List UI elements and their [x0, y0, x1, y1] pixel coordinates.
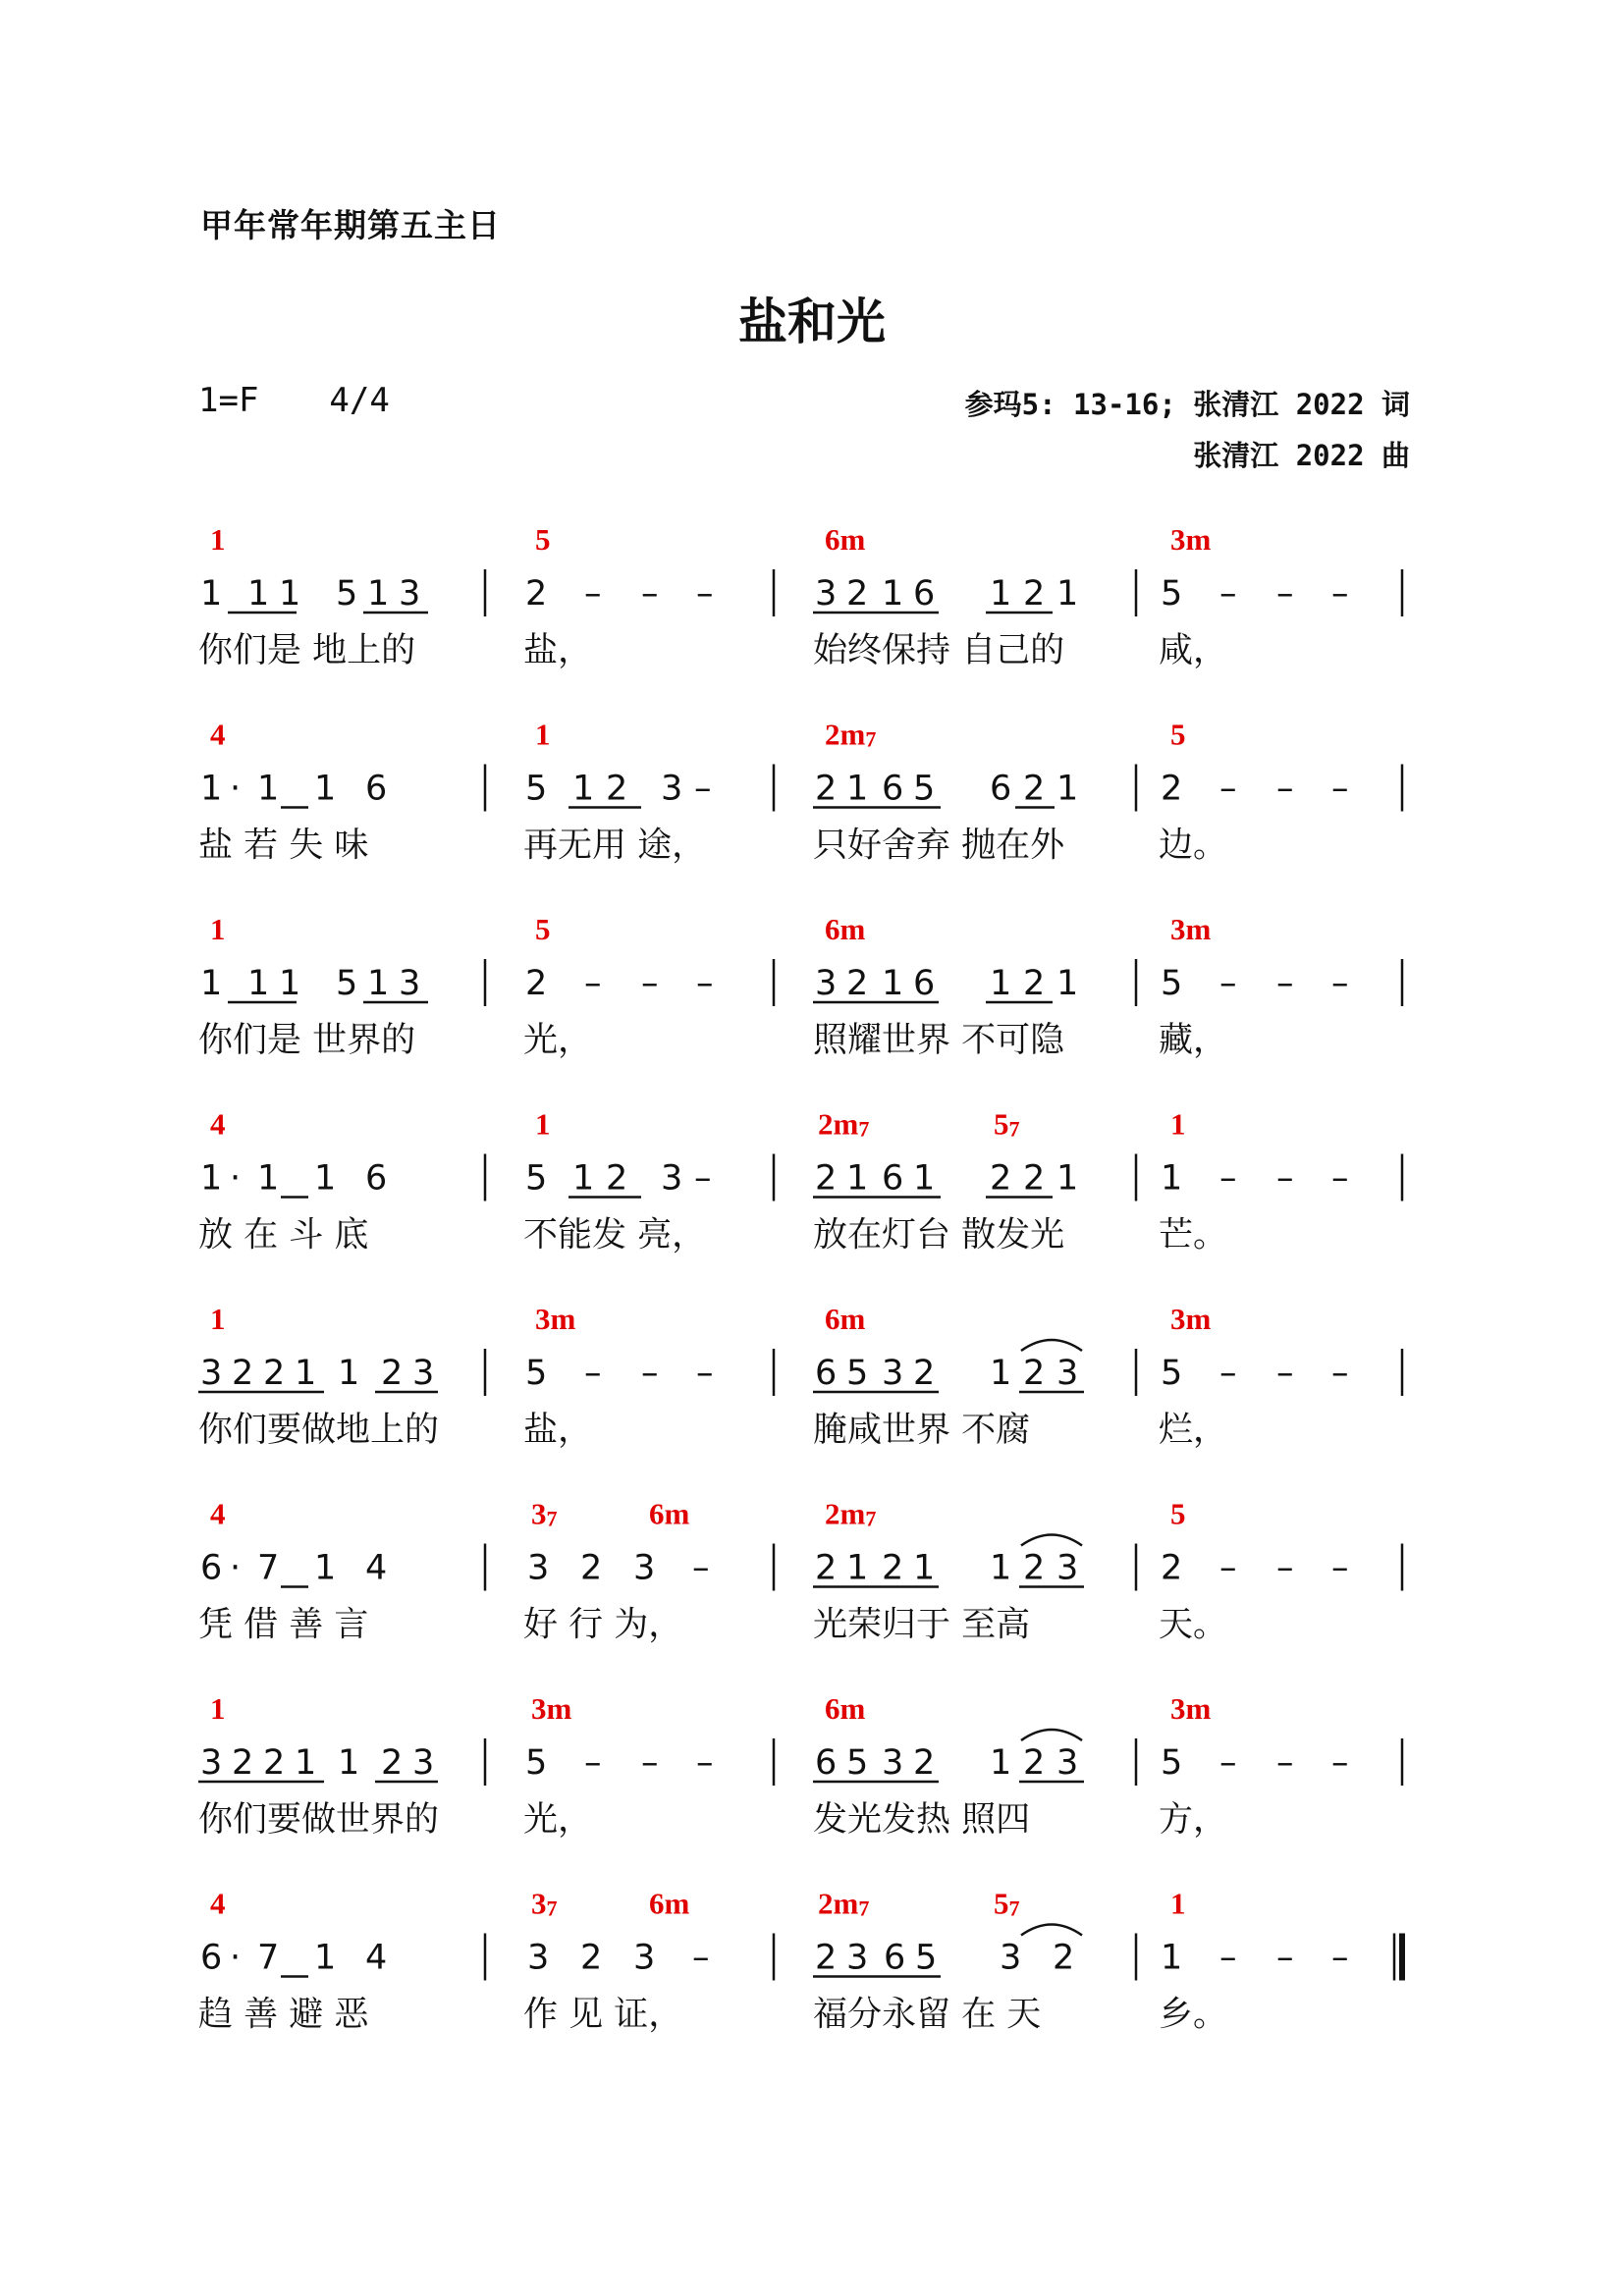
- note: 1: [1056, 574, 1079, 614]
- chord-symbol: 57: [994, 1886, 1020, 1921]
- note: 3: [1000, 1938, 1022, 1978]
- note: 1: [846, 1158, 869, 1199]
- note: 1: [338, 1743, 360, 1783]
- lyric-line: 咸，: [1159, 631, 1228, 670]
- note: 3: [661, 769, 683, 809]
- dash-extension: –: [1276, 1354, 1294, 1393]
- note: 4: [365, 1938, 388, 1978]
- chord-symbol: 2m7: [818, 1106, 870, 1142]
- chord-symbol: 5: [535, 912, 551, 946]
- chord-symbol: 3m: [531, 1691, 572, 1726]
- note: 3: [399, 964, 421, 1003]
- lyric-line: 福分永留 在 天: [813, 1995, 1042, 2035]
- lyric-line: 藏，: [1159, 1021, 1228, 1060]
- note: 1: [200, 964, 223, 1003]
- chord-symbol: 6m: [649, 1886, 690, 1921]
- dash-extension: –: [1219, 1158, 1237, 1199]
- lyric-line: 腌咸世界 不腐: [813, 1411, 1031, 1450]
- note: 3: [412, 1354, 435, 1393]
- note: 2: [1023, 1548, 1046, 1588]
- dash-extension: –: [694, 1158, 712, 1199]
- dash-extension: –: [1219, 1548, 1237, 1588]
- dash-extension: –: [696, 1743, 714, 1783]
- time-signature: 4/4: [329, 381, 390, 420]
- note: 2: [1023, 1158, 1046, 1199]
- dash-extension: –: [641, 1354, 659, 1393]
- dash-extension: –: [1331, 769, 1349, 809]
- note: 5: [913, 769, 936, 809]
- chord-symbol: 1: [210, 1691, 226, 1726]
- note: 2: [815, 769, 838, 809]
- note: 1: [295, 1354, 317, 1393]
- dash-extension: –: [1276, 964, 1294, 1003]
- chord-symbol: 37: [531, 1886, 558, 1921]
- note: 2: [606, 769, 628, 809]
- note: 1: [990, 1743, 1012, 1783]
- chord-symbol: 3m: [1170, 1691, 1212, 1726]
- note: 2: [525, 964, 548, 1003]
- note: 2: [232, 1354, 254, 1393]
- note: 1: [1161, 1158, 1183, 1199]
- note: 1: [913, 1158, 936, 1199]
- lyric-line: 凭 借 善 言: [198, 1605, 369, 1645]
- note: 3: [527, 1548, 550, 1588]
- note: 6: [815, 1354, 838, 1393]
- note: 3: [846, 1938, 869, 1978]
- note: 1: [279, 964, 301, 1003]
- note: 6: [882, 1158, 904, 1199]
- note: 2: [815, 1548, 838, 1588]
- slur: [1021, 1730, 1082, 1740]
- dash-extension: –: [584, 1354, 602, 1393]
- dash-extension: –: [1331, 574, 1349, 614]
- note: 2: [1023, 574, 1046, 614]
- dash-extension: –: [1331, 1354, 1349, 1393]
- lyric-line: 不能发 亮，: [523, 1215, 707, 1255]
- dot-extension: ·: [230, 1548, 242, 1588]
- note: 3: [661, 1158, 683, 1199]
- note: 3: [412, 1743, 435, 1783]
- lyric-line: 边。: [1159, 826, 1228, 866]
- note: 1: [314, 1158, 337, 1199]
- song-title: 盐和光: [738, 294, 886, 350]
- note: 5: [846, 1743, 869, 1783]
- note: 2: [815, 1158, 838, 1199]
- lyric-line: 盐，: [523, 1411, 593, 1450]
- note: 1: [846, 769, 869, 809]
- note: 2: [1161, 769, 1183, 809]
- dash-extension: –: [696, 1354, 714, 1393]
- chord-symbol: 5: [1170, 717, 1186, 752]
- chord-symbol: 2m7: [818, 1886, 870, 1921]
- dash-extension: –: [694, 769, 712, 809]
- lyric-line: 你们是 地上的: [198, 631, 416, 670]
- lyrics-source-credit: 参玛5: 13-16; 张清江 2022 词: [964, 388, 1410, 421]
- lyric-line: 只好舍弃 抛在外: [813, 826, 1065, 866]
- note: 5: [1161, 964, 1183, 1003]
- note: 2: [913, 1354, 936, 1393]
- chord-symbol: 4: [210, 1496, 226, 1531]
- note: 2: [263, 1743, 286, 1783]
- lyric-line: 好 行 为，: [523, 1605, 683, 1645]
- dash-extension: –: [641, 574, 659, 614]
- note: 1: [1056, 1158, 1079, 1199]
- dash-extension: –: [1331, 1938, 1349, 1978]
- lyric-line: 盐，: [523, 631, 593, 670]
- chord-symbol: 6m: [825, 522, 866, 557]
- chord-symbol: 1: [1170, 1106, 1186, 1142]
- note: 7: [257, 1938, 280, 1978]
- note: 2: [580, 1938, 603, 1978]
- lyric-line: 盐 若 失 味: [198, 826, 369, 866]
- dash-extension: –: [1276, 769, 1294, 809]
- note: 1: [882, 574, 904, 614]
- lyric-line: 天。: [1159, 1605, 1228, 1645]
- note: 1: [990, 964, 1012, 1003]
- note: 1: [367, 574, 390, 614]
- note: 1: [314, 1548, 337, 1588]
- note: 1: [1056, 769, 1079, 809]
- note: 2: [381, 1354, 404, 1393]
- dash-extension: –: [1276, 1548, 1294, 1588]
- dash-extension: –: [1331, 964, 1349, 1003]
- note: 5: [1161, 574, 1183, 614]
- note: 2: [232, 1743, 254, 1783]
- dot-extension: ·: [230, 769, 242, 809]
- dash-extension: –: [1276, 1158, 1294, 1199]
- chord-symbol: 37: [531, 1496, 558, 1531]
- note: 1: [247, 964, 270, 1003]
- chord-symbol: 57: [994, 1106, 1020, 1142]
- slur: [1021, 1340, 1082, 1351]
- lyric-line: 乡。: [1159, 1995, 1228, 2035]
- note: 1: [367, 964, 390, 1003]
- note: 2: [381, 1743, 404, 1783]
- dash-extension: –: [1276, 1938, 1294, 1978]
- lyric-line: 趋 善 避 恶: [198, 1995, 369, 2035]
- note: 5: [1161, 1743, 1183, 1783]
- chord-symbol: 3m: [1170, 1302, 1212, 1336]
- chord-symbol: 5: [535, 522, 551, 557]
- chord-symbol: 4: [210, 717, 226, 752]
- chord-symbol: 1: [210, 522, 226, 557]
- note: 5: [525, 1354, 548, 1393]
- chord-symbol: 3m: [1170, 522, 1212, 557]
- note: 1: [1161, 1938, 1183, 1978]
- dash-extension: –: [1219, 1743, 1237, 1783]
- lyric-line: 作 见 证，: [523, 1995, 683, 2035]
- note: 2: [1023, 1354, 1046, 1393]
- lyric-line: 光荣归于 至高: [813, 1605, 1031, 1645]
- note: 3: [200, 1354, 223, 1393]
- note: 1: [200, 1158, 223, 1199]
- note: 2: [580, 1548, 603, 1588]
- dash-extension: –: [696, 964, 714, 1003]
- chord-symbol: 3m: [1170, 912, 1212, 946]
- note: 4: [365, 1548, 388, 1588]
- note: 5: [846, 1354, 869, 1393]
- dash-extension: –: [584, 964, 602, 1003]
- key-signature: 1=F: [198, 381, 259, 420]
- note: 2: [525, 574, 548, 614]
- note: 6: [200, 1548, 223, 1588]
- note: 3: [527, 1938, 550, 1978]
- note: 1: [314, 769, 337, 809]
- note: 5: [1161, 1354, 1183, 1393]
- chord-symbol: 6m: [825, 912, 866, 946]
- note: 2: [1161, 1548, 1183, 1588]
- note: 5: [915, 1938, 938, 1978]
- note: 6: [990, 769, 1012, 809]
- note: 6: [884, 1938, 906, 1978]
- note: 1: [257, 769, 280, 809]
- note: 1: [990, 1548, 1012, 1588]
- dash-extension: –: [1219, 769, 1237, 809]
- lyric-line: 光，: [523, 1021, 593, 1060]
- chord-symbol: 1: [1170, 1886, 1186, 1921]
- note: 6: [200, 1938, 223, 1978]
- note: 2: [990, 1158, 1012, 1199]
- chord-symbol: 1: [210, 1302, 226, 1336]
- chord-symbol: 6m: [649, 1496, 690, 1531]
- dash-extension: –: [1219, 964, 1237, 1003]
- note: 2: [606, 1158, 628, 1199]
- dash-extension: –: [692, 1938, 710, 1978]
- note: 2: [1053, 1938, 1075, 1978]
- note: 3: [633, 1548, 656, 1588]
- dash-extension: –: [1331, 1743, 1349, 1783]
- chord-symbol: 1: [535, 717, 551, 752]
- note: 3: [200, 1743, 223, 1783]
- lyric-line: 烂，: [1159, 1411, 1228, 1450]
- lyric-line: 方，: [1159, 1800, 1228, 1840]
- note: 6: [913, 574, 936, 614]
- dash-extension: –: [641, 1743, 659, 1783]
- note: 3: [399, 574, 421, 614]
- lyric-line: 照耀世界 不可隐: [813, 1021, 1065, 1060]
- note: 1: [990, 1354, 1012, 1393]
- note: 1: [257, 1158, 280, 1199]
- note: 3: [815, 964, 838, 1003]
- note: 2: [815, 1938, 838, 1978]
- chord-symbol: 1: [535, 1106, 551, 1142]
- note: 2: [913, 1743, 936, 1783]
- chord-symbol: 4: [210, 1886, 226, 1921]
- note: 5: [525, 769, 548, 809]
- note: 6: [365, 769, 388, 809]
- chord-symbol: 1: [210, 912, 226, 946]
- note: 1: [882, 964, 904, 1003]
- note: 1: [279, 574, 301, 614]
- note: 1: [338, 1354, 360, 1393]
- composer-credit: 张清江 2022 曲: [1193, 439, 1410, 472]
- lyric-line: 发光发热 照四: [813, 1800, 1031, 1840]
- note: 3: [882, 1354, 904, 1393]
- dash-extension: –: [1219, 574, 1237, 614]
- lyric-line: 放在灯台 散发光: [813, 1215, 1065, 1255]
- dash-extension: –: [1276, 574, 1294, 614]
- note: 3: [1056, 1354, 1079, 1393]
- note: 3: [882, 1743, 904, 1783]
- chord-symbol: 5: [1170, 1496, 1186, 1531]
- lyric-line: 你们要做地上的: [198, 1411, 440, 1450]
- dash-extension: –: [692, 1548, 710, 1588]
- dash-extension: –: [1219, 1938, 1237, 1978]
- lyric-line: 你们是 世界的: [198, 1021, 416, 1060]
- note: 2: [263, 1354, 286, 1393]
- dot-extension: ·: [230, 1938, 242, 1978]
- note: 1: [572, 769, 595, 809]
- note: 6: [815, 1743, 838, 1783]
- note: 1: [314, 1938, 337, 1978]
- note: 1: [913, 1548, 936, 1588]
- chord-symbol: 6m: [825, 1691, 866, 1726]
- slur: [1021, 1535, 1082, 1546]
- note: 2: [846, 964, 869, 1003]
- chord-symbol: 3m: [535, 1302, 576, 1336]
- note: 6: [882, 769, 904, 809]
- chord-symbol: 6m: [825, 1302, 866, 1336]
- note: 2: [846, 574, 869, 614]
- dash-extension: –: [584, 574, 602, 614]
- lyric-line: 再无用 途，: [523, 826, 707, 866]
- dash-extension: –: [1276, 1743, 1294, 1783]
- dash-extension: –: [696, 574, 714, 614]
- lyric-line: 你们要做世界的: [198, 1800, 440, 1840]
- dash-extension: –: [641, 964, 659, 1003]
- note: 1: [846, 1548, 869, 1588]
- note: 1: [200, 769, 223, 809]
- note: 2: [1023, 964, 1046, 1003]
- note: 1: [247, 574, 270, 614]
- note: 1: [572, 1158, 595, 1199]
- chord-symbol: 2m7: [825, 1496, 877, 1531]
- lyric-line: 芒。: [1159, 1215, 1228, 1255]
- dash-extension: –: [1331, 1548, 1349, 1588]
- note: 3: [1056, 1743, 1079, 1783]
- note: 2: [882, 1548, 904, 1588]
- note: 7: [257, 1548, 280, 1588]
- occasion-heading: 甲年常年期第五主日: [200, 206, 501, 244]
- note: 6: [365, 1158, 388, 1199]
- dash-extension: –: [1331, 1158, 1349, 1199]
- note: 3: [815, 574, 838, 614]
- note: 2: [1023, 1743, 1046, 1783]
- dot-extension: ·: [230, 1158, 242, 1199]
- chord-symbol: 4: [210, 1106, 226, 1142]
- note: 1: [990, 574, 1012, 614]
- note: 5: [336, 964, 358, 1003]
- note: 1: [200, 574, 223, 614]
- note: 1: [1056, 964, 1079, 1003]
- note: 1: [295, 1743, 317, 1783]
- note: 3: [633, 1938, 656, 1978]
- chord-symbol: 2m7: [825, 717, 877, 752]
- note: 6: [913, 964, 936, 1003]
- dash-extension: –: [584, 1743, 602, 1783]
- lyric-line: 光，: [523, 1800, 593, 1840]
- lyric-line: 始终保持 自己的: [813, 631, 1065, 670]
- note: 2: [1023, 769, 1046, 809]
- note: 3: [1056, 1548, 1079, 1588]
- slur: [1021, 1925, 1082, 1936]
- note: 5: [525, 1743, 548, 1783]
- note: 5: [336, 574, 358, 614]
- dash-extension: –: [1219, 1354, 1237, 1393]
- note: 5: [525, 1158, 548, 1199]
- lyric-line: 放 在 斗 底: [198, 1215, 369, 1255]
